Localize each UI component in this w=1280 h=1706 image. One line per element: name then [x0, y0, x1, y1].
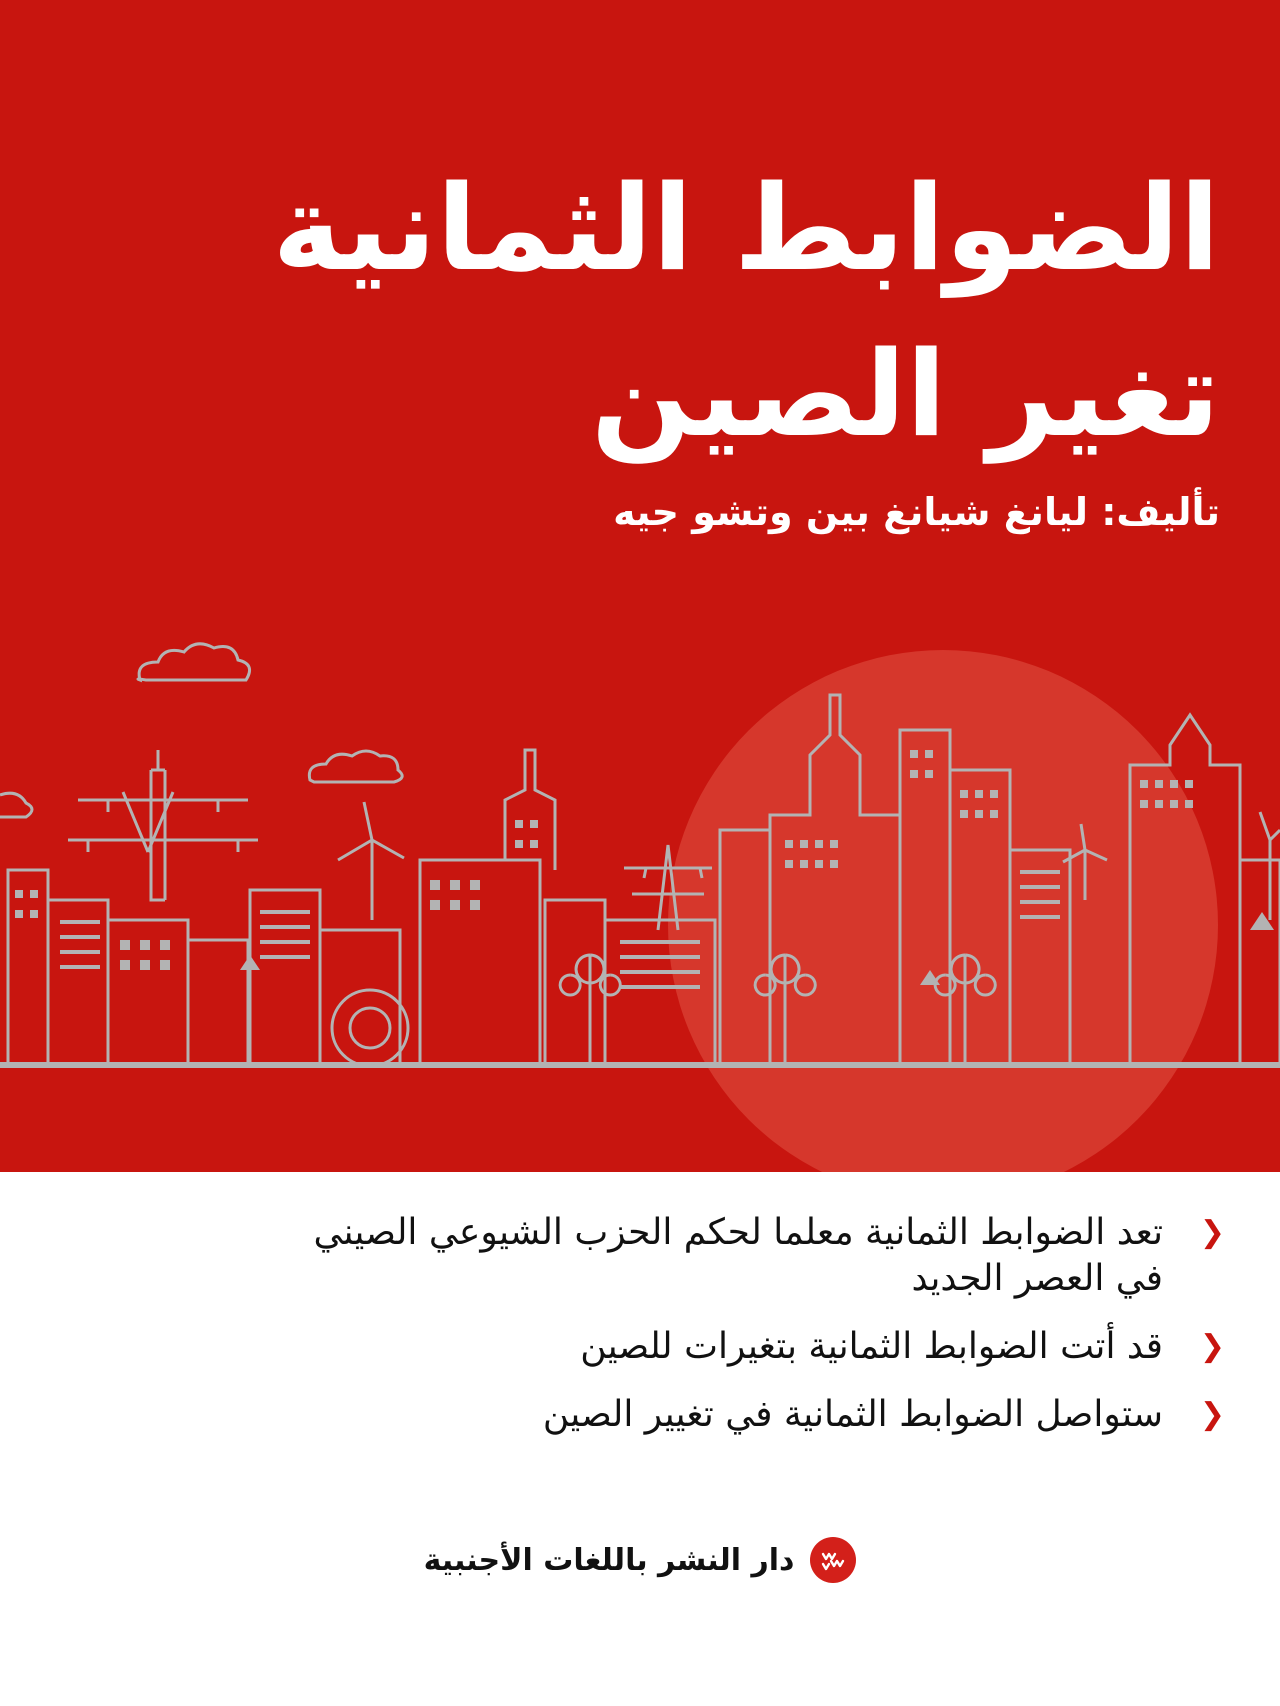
list-item-text: قد أتت الضوابط الثمانية بتغيرات للصين	[580, 1326, 1163, 1367]
list-item	[225, 1392, 1225, 1438]
highlights-list	[225, 1210, 1225, 1460]
list-item	[225, 1324, 1225, 1370]
chevron-left-icon: ❮	[1199, 1215, 1225, 1250]
book-title	[120, 145, 1220, 477]
title-line-2: تغير الصين	[591, 325, 1220, 463]
list-item	[225, 1210, 1225, 1302]
publisher-block	[0, 1530, 1280, 1590]
author-line: تأليف: ليانغ شيانغ بين وتشو جيه	[613, 490, 1220, 534]
title-line-1: الضوابط الثمانية	[272, 159, 1220, 297]
chevron-left-icon: ❮	[1199, 1397, 1225, 1432]
city-skyline-illustration	[0, 600, 1280, 1172]
list-item-text: تعد الضوابط الثمانية معلما لحكم الحزب الشيوعي الصيني في العصر الجديد	[313, 1212, 1163, 1299]
publisher-name: دار النشر باللغات الأجنبية	[423, 1542, 795, 1578]
list-item-text: ستواصل الضوابط الثمانية في تغيير الصين	[542, 1394, 1163, 1435]
chevron-left-icon: ❮	[1199, 1329, 1225, 1364]
publisher-logo-icon	[810, 1537, 856, 1583]
